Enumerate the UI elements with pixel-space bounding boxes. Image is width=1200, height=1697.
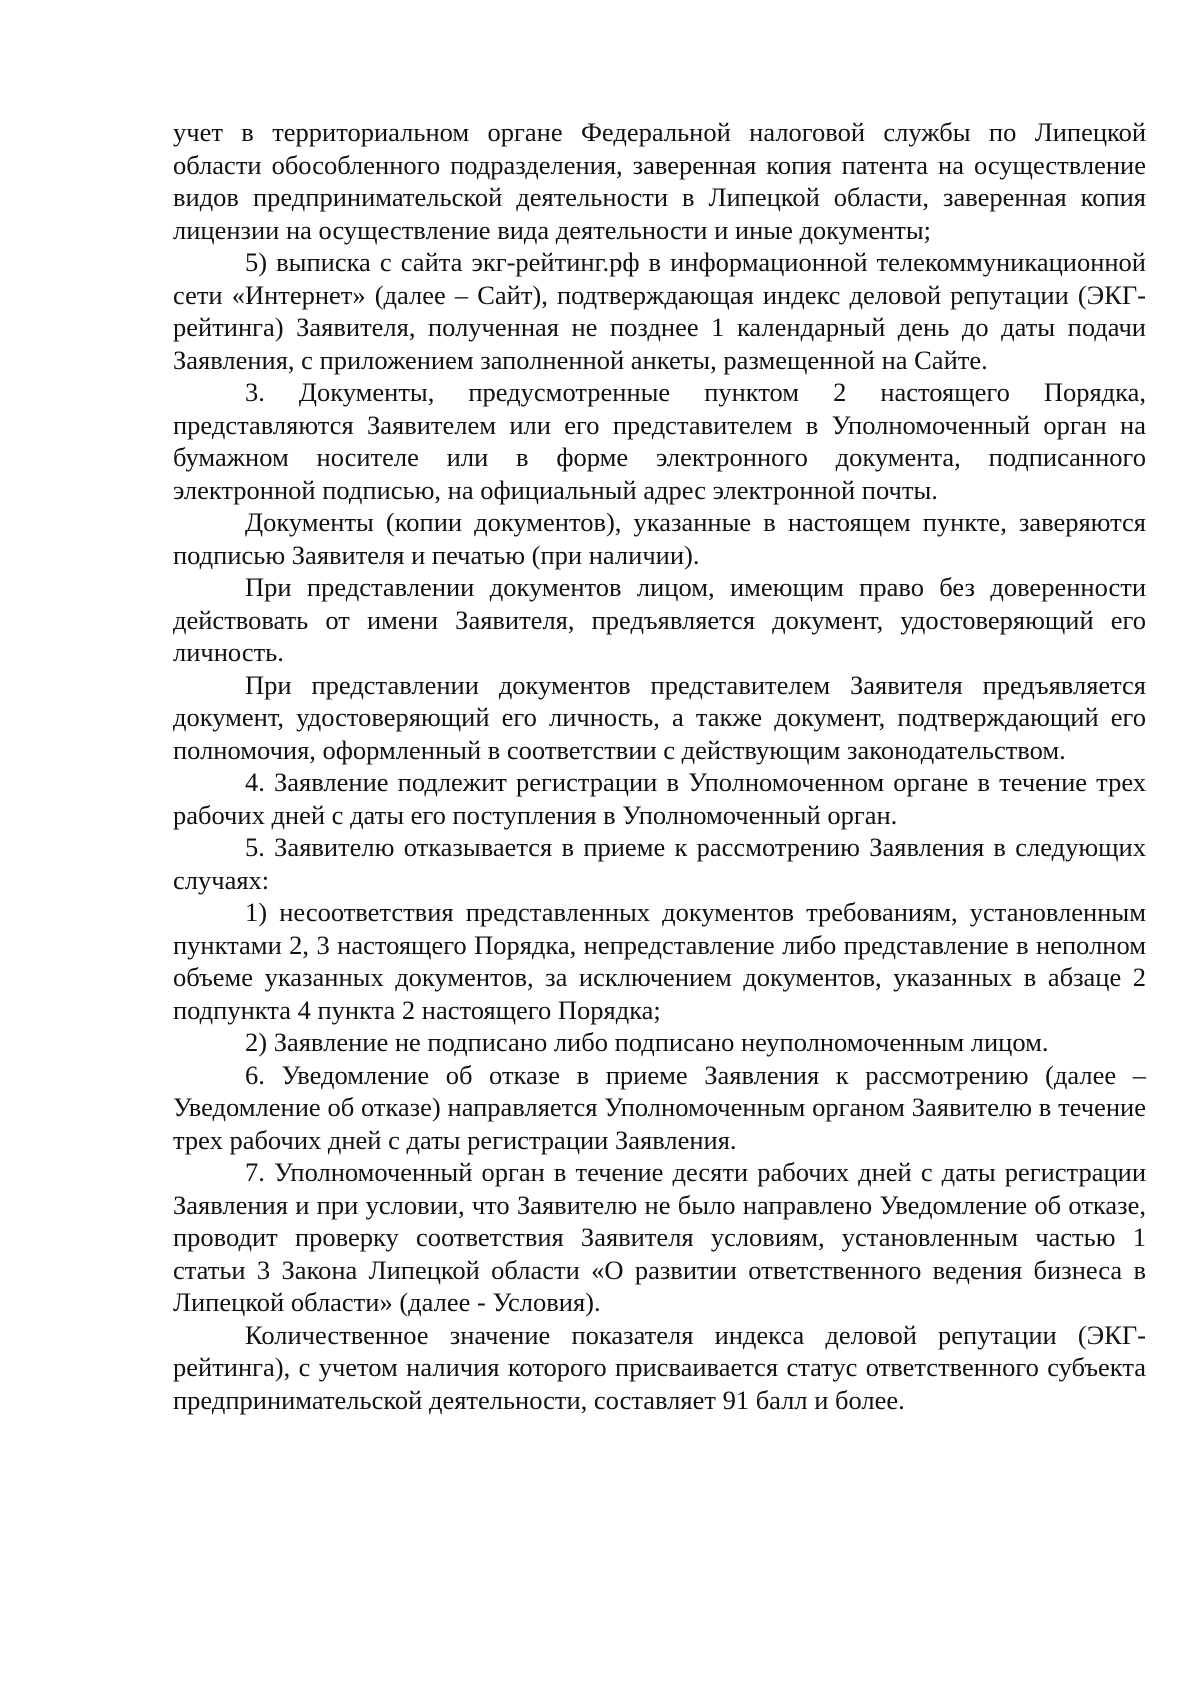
- document-body: [173, 116, 1146, 1416]
- paragraph-item-7: 7. Уполномоченный орган в течение десяти рабочих дней с даты регистрации Заявления и при условии, что Заявителю не было направлено Уведомление об отказе, проводит проверку соответствия Заявителя условиям, установленным частью 1 статьи 3 Закона Липецкой области «О развитии ответственного ведения бизнеса в Липецкой области» (далее - Условия).: [173, 1157, 1146, 1317]
- paragraph-without-power-of-attorney: При представлении документов лицом, имеющим право без доверенности действовать от имени Заявителя, предъявляется документ, удостоверяющий его личность.: [173, 572, 1146, 667]
- paragraph-item-3: 3. Документы, предусмотренные пунктом 2 настоящего Порядка, представляются Заявителем или его представителем в Уполномоченный орган на бумажном носителе или в форме электронного документа, подписанного электронной подписью, на официальный адрес электронной почты.: [173, 377, 1146, 505]
- paragraph-subitem-2: 2) Заявление не подписано либо подписано неуполномоченным лицом.: [245, 1027, 1049, 1057]
- paragraph-copies-certification: Документы (копии документов), указанные в настоящем пункте, заверяются подписью Заявителя и печатью (при наличии).: [173, 507, 1146, 570]
- paragraph-continuation: учет в территориальном органе Федеральной налоговой службы по Липецкой области обособленного подразделения, заверенная копия патента на осуществление видов предпринимательской деятельности в Липецкой области, заверенная копия лицензии на осуществление вида деятельности и иные документы;: [173, 117, 1146, 245]
- paragraph-representative: При представлении документов представителем Заявителя предъявляется документ, удостоверяющий его личность, а также документ, подтверждающий его полномочия, оформленный в соответствии с действующим законодательством.: [173, 669, 1146, 765]
- paragraph-subitem-1: 1) несоответствия представленных документов требованиям, установленным пунктами 2, 3 настоящего Порядка, непредставление либо представление в неполном объеме указанных документов, за исключением документов, указанных в абзаце 2 подпункта 4 пункта 2 настоящего Порядка;: [173, 897, 1146, 1025]
- paragraph-rating-threshold: Количественное значение показателя индекса деловой репутации (ЭКГ-рейтинга), с учетом наличия которого присваивается статус ответственного субъекта предпринимательской деятельности, составляет 91 балл и более.: [173, 1319, 1146, 1415]
- paragraph-item-6: 6. Уведомление об отказе в приеме Заявления к рассмотрению (далее – Уведомление об отказе) направляется Уполномоченным органом Заявителю в течение трех рабочих дней с даты регистрации Заявления.: [173, 1059, 1146, 1155]
- paragraph-subitem-5: 5) выписка с сайта экг-рейтинг.рф в информационной телекоммуникационной сети «Интернет» (далее – Сайт), подтверждающая индекс деловой репутации (ЭКГ-рейтинга) Заявителя, полученная не позднее 1 календарный день до даты подачи Заявления, с приложением заполненной анкеты, размещенной на Сайте.: [173, 247, 1146, 375]
- paragraph-item-5: 5. Заявителю отказывается в приеме к рассмотрению Заявления в следующих случаях:: [173, 832, 1146, 895]
- paragraph-item-4: 4. Заявление подлежит регистрации в Уполномоченном органе в течение трех рабочих дней с даты его поступления в Уполномоченный орган.: [173, 767, 1146, 830]
